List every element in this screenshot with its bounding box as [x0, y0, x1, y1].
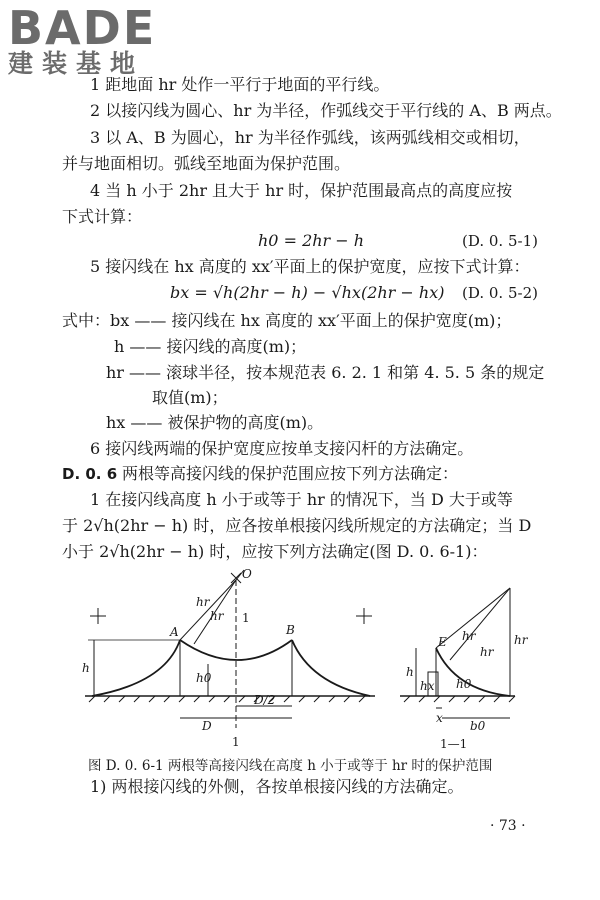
- definition-hx: hx —— 被保护物的高度(m)。: [106, 413, 324, 432]
- ground-hatch-left: [89, 696, 365, 702]
- definition-h: h —— 接闪线的高度(m)；: [114, 337, 307, 356]
- radius-a: [180, 580, 236, 640]
- figure-caption: 图 D. 0. 6-1 两根等高接闪线在高度 h 小于或等于 hr 时的保护范围: [88, 758, 493, 774]
- logo: [8, 1, 178, 78]
- label-hr-4: hr: [480, 645, 494, 659]
- label-hr-2: hr: [210, 609, 224, 623]
- label-h0: h0: [196, 671, 212, 685]
- label-o: O: [242, 568, 252, 581]
- label-hr-3: hr: [462, 629, 476, 643]
- logo-brand: BADE: [8, 1, 157, 55]
- para-1-cont-2: 小于 2√h(2hr − h) 时，应按下列方法确定(图 D. 0. 6-1)：: [62, 542, 488, 561]
- section-mark-left: [90, 608, 106, 624]
- ground-hatch-right: [404, 696, 515, 702]
- label-hr-1: hr: [196, 595, 210, 609]
- step-3-cont: 并与地面相切。弧线至地面为保护范围。: [62, 154, 351, 173]
- logo-sub: 建装基地: [8, 49, 145, 78]
- step-3: 3 以 A、B 为圆心，hr 为半径作弧线，该两弧线相交或相切，: [90, 128, 530, 147]
- step-6: 6 接闪线两端的保护宽度应按单支接闪杆的方法确定。: [90, 439, 474, 458]
- protection-arc-right: [436, 648, 510, 696]
- step-2: 2 以接闪线为圆心、hr 为半径，作弧线交于平行线的 A、B 两点。: [90, 101, 562, 120]
- definition-bx: 式中：bx —— 接闪线在 hx 高度的 xx′平面上的保护宽度(m)；: [62, 311, 512, 330]
- label-d2: D/2: [254, 693, 276, 707]
- outer-arc-left: [92, 640, 180, 696]
- label-hr-5: hr: [514, 633, 528, 647]
- label-b: B: [286, 623, 295, 637]
- equation-2-number: (D. 0. 5-2): [462, 284, 538, 302]
- label-h-right: h: [406, 665, 414, 679]
- label-section: 1: [232, 735, 240, 749]
- label-hx: hx: [420, 679, 435, 693]
- definition-hr-cont: 取值(m)；: [152, 388, 228, 407]
- label-e: E: [438, 635, 447, 649]
- equation-1-number: (D. 0. 5-1): [462, 232, 538, 250]
- label-d: D: [202, 719, 212, 733]
- step-1: 1 距地面 hr 处作一平行于地面的平行线。: [90, 75, 390, 94]
- step-4-cont: 下式计算：: [62, 207, 143, 226]
- item-1: 1) 两根接闪线的外侧，各按单根接闪线的方法确定。: [90, 777, 464, 796]
- section-mark-right: [356, 608, 372, 624]
- equation-1: h0 = 2hr − h: [258, 231, 365, 250]
- step-5: 5 接闪线在 hx 高度的 xx′平面上的保护宽度，应按下式计算：: [90, 257, 530, 276]
- label-x: x: [436, 711, 443, 725]
- label-a: A: [170, 625, 179, 639]
- step-4: 4 当 h 小于 2hr 且大于 hr 时，保护范围最高点的高度应按: [90, 181, 513, 200]
- label-section-1-1: 1—1: [440, 737, 468, 751]
- definition-hr: hr —— 滚球半径，按本规范表 6. 2. 1 和第 4. 5. 5 条的规定: [106, 363, 545, 382]
- outer-arc-right: [292, 640, 370, 696]
- para-1-cont: 于 2√h(2hr − h) 时，应各按单根接闪线所规定的方法确定；当 D: [62, 516, 532, 535]
- section-number: D. 0. 6: [62, 465, 118, 483]
- label-b0: b0: [470, 719, 486, 733]
- page-number: · 73 ·: [490, 818, 526, 834]
- para-1: 1 在接闪线高度 h 小于或等于 hr 的情况下，当 D 大于或等: [90, 490, 513, 509]
- section-title: 两根等高接闪线的保护范围应按下列方法确定：: [122, 464, 459, 483]
- figure-d-0-6-1: [70, 568, 540, 752]
- equation-2: bx = √h(2hr − h) − √hx(2hr − hx): [170, 283, 445, 302]
- label-h0-right: h0: [456, 677, 472, 691]
- label-one: 1: [242, 611, 250, 625]
- label-h: h: [82, 661, 90, 675]
